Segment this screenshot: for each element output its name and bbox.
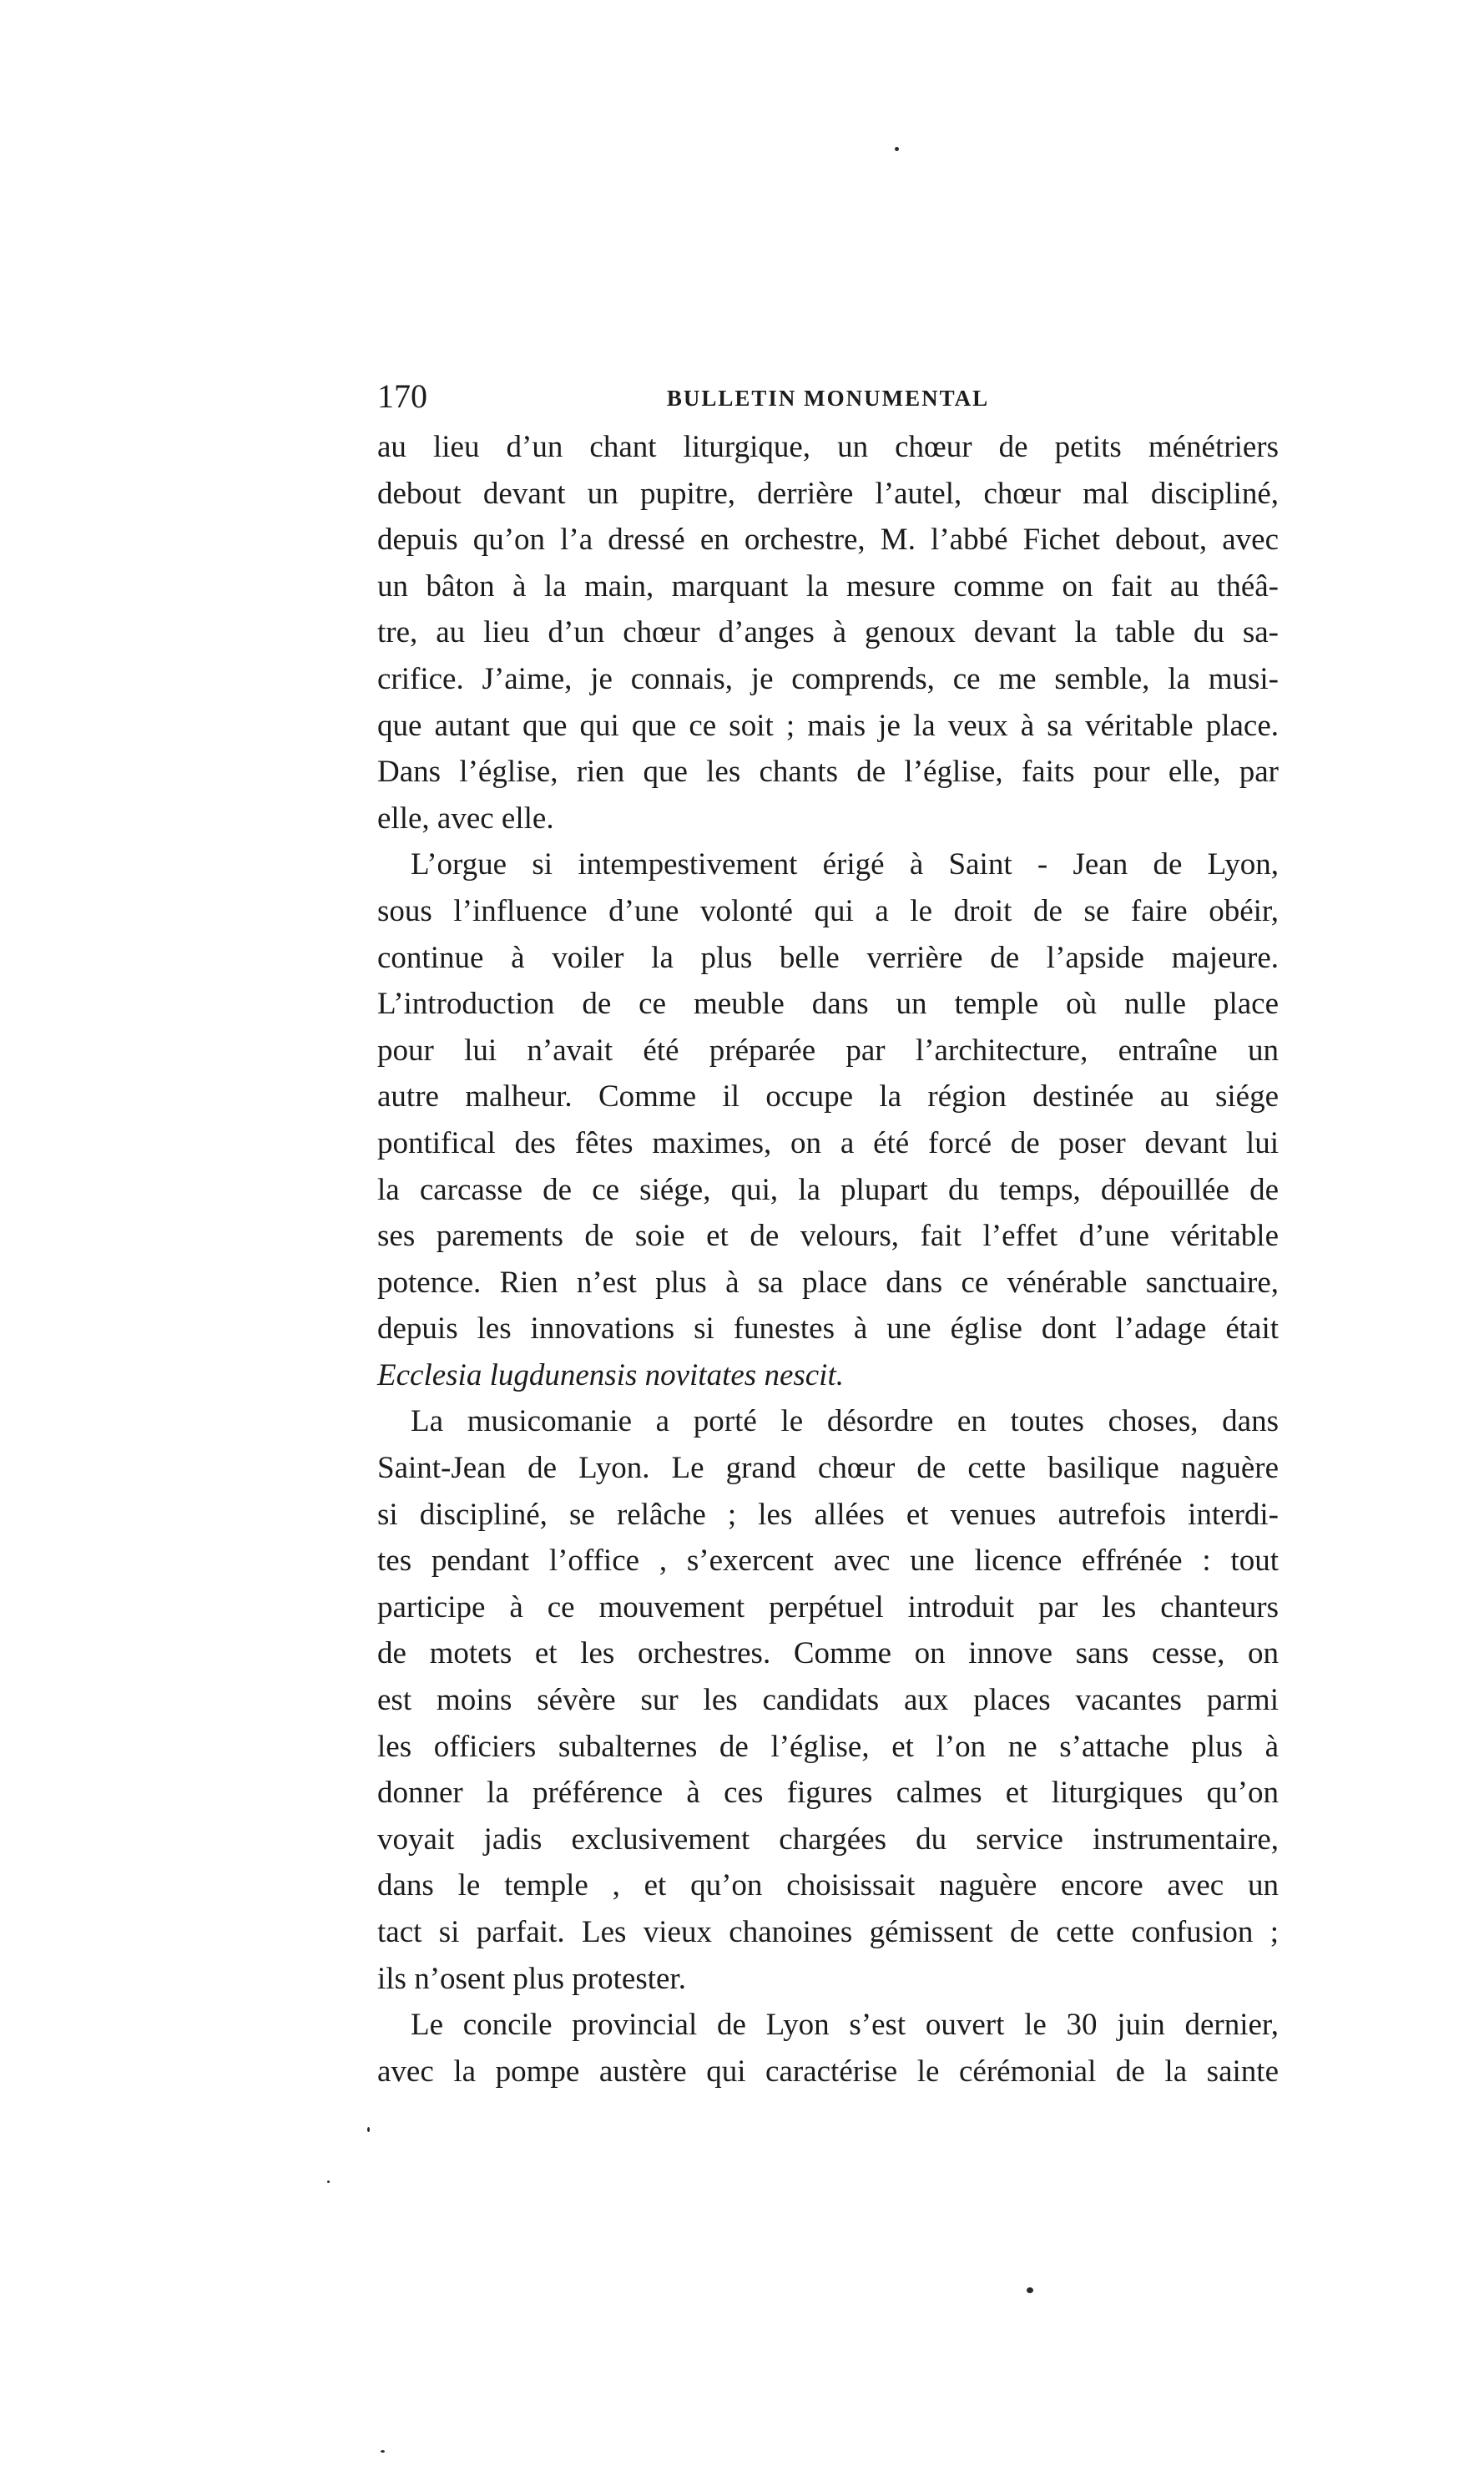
latin-motto: Ecclesia lugdunensis novitates nescit.	[377, 1357, 844, 1392]
running-title: BULLETIN MONUMENTAL	[666, 386, 990, 411]
text-line: crifice. J’aime, je connais, je comprends, ce me semble, la musi-	[377, 661, 1279, 696]
text-line: au lieu d’un chant liturgique, un chœur de petits ménétriers	[377, 430, 1279, 464]
text-line: dans le temple , et qu’on choisissait naguère encore avec un	[377, 1868, 1279, 1903]
text-line: potence. Rien n’est plus à sa place dans ce vénérable sanctuaire,	[377, 1265, 1279, 1300]
text-line: autre malheur. Comme il occupe la région destinée au siége	[377, 1079, 1279, 1114]
text-line: pontifical des fêtes maximes, on a été forcé de poser devant lui	[377, 1125, 1279, 1160]
page-number: 170	[377, 377, 427, 415]
text-line: de motets et les orchestres. Comme on innove sans cesse, on	[377, 1636, 1279, 1671]
scan-speck	[895, 147, 899, 151]
text-line: debout devant un pupitre, derrière l’autel, chœur mal discipliné,	[377, 476, 1279, 511]
text-line: les officiers subalternes de l’église, et l’on ne s’attache plus à	[377, 1729, 1279, 1764]
text-line: si discipliné, se relâche ; les allées et venues autrefois interdi-	[377, 1497, 1279, 1532]
text-line: que autant que qui que ce soit ; mais je la veux à sa véritable place.	[377, 708, 1279, 743]
text-line: Saint-Jean de Lyon. Le grand chœur de cette basilique naguère	[377, 1451, 1279, 1486]
text-line: voyait jadis exclusivement chargées du service instrumentaire,	[377, 1822, 1279, 1857]
text-line: tact si parfait. Les vieux chanoines gémissent de cette confusion ;	[377, 1915, 1279, 1949]
text-line: tes pendant l’office , s’exercent avec une licence effrénée : tout	[377, 1544, 1279, 1579]
text-line: ils n’osent plus protester.	[377, 1961, 686, 1996]
text-line: elle, avec elle.	[377, 801, 554, 836]
text-line: avec la pompe austère qui caractérise le cérémonial de la sainte	[377, 2054, 1279, 2089]
scan-speck	[381, 2450, 385, 2453]
text-line: sous l’influence d’une volonté qui a le droit de se faire obéir,	[377, 893, 1279, 928]
scan-speck	[367, 2127, 370, 2132]
text-line: Dans l’église, rien que les chants de l’église, faits pour elle, par	[377, 755, 1279, 790]
text-line: pour lui n’avait été préparée par l’architecture, entraîne un	[377, 1033, 1279, 1068]
text-line: tre, au lieu d’un chœur d’anges à genoux devant la table du sa-	[377, 615, 1279, 650]
text-line: donner la préférence à ces figures calmes et liturgiques qu’on	[377, 1776, 1279, 1811]
text-line: Le concile provincial de Lyon s’est ouvert le 30 juin dernier,	[411, 2008, 1279, 2043]
text-line: La musicomanie a porté le désordre en toutes choses, dans	[411, 1404, 1279, 1439]
paragraph-4	[377, 2002, 1279, 2095]
text-line: la carcasse de ce siége, qui, la plupart du temps, dépouillée de	[377, 1172, 1279, 1207]
paragraph-3	[377, 1398, 1279, 2002]
text-line: est moins sévère sur les candidats aux places vacantes parmi	[377, 1683, 1279, 1718]
body-text	[377, 424, 1279, 2095]
page-header	[377, 374, 1279, 419]
text-line: L’introduction de ce meuble dans un temple où nulle place	[377, 987, 1279, 1022]
latin-motto-line	[377, 1352, 1279, 1399]
text-line: depuis qu’on l’a dressé en orchestre, M. l’abbé Fichet debout, avec	[377, 523, 1279, 558]
scan-speck	[327, 2180, 330, 2183]
text-line: continue à voiler la plus belle verrière de l’apside majeure.	[377, 940, 1279, 975]
paragraph-2	[377, 841, 1279, 1398]
text-line: depuis les innovations si funestes à une église dont l’adage était	[377, 1311, 1279, 1347]
paragraph-1	[377, 424, 1279, 841]
text-line: L’orgue si intempestivement érigé à Saint - Jean de Lyon,	[411, 847, 1279, 882]
text-line: ses parements de soie et de velours, fait l’effet d’une véritable	[377, 1219, 1279, 1254]
text-line: un bâton à la main, marquant la mesure comme on fait au théâ-	[377, 568, 1279, 604]
text-line: participe à ce mouvement perpétuel introduit par les chanteurs	[377, 1589, 1279, 1625]
scan-speck	[1027, 2287, 1033, 2293]
